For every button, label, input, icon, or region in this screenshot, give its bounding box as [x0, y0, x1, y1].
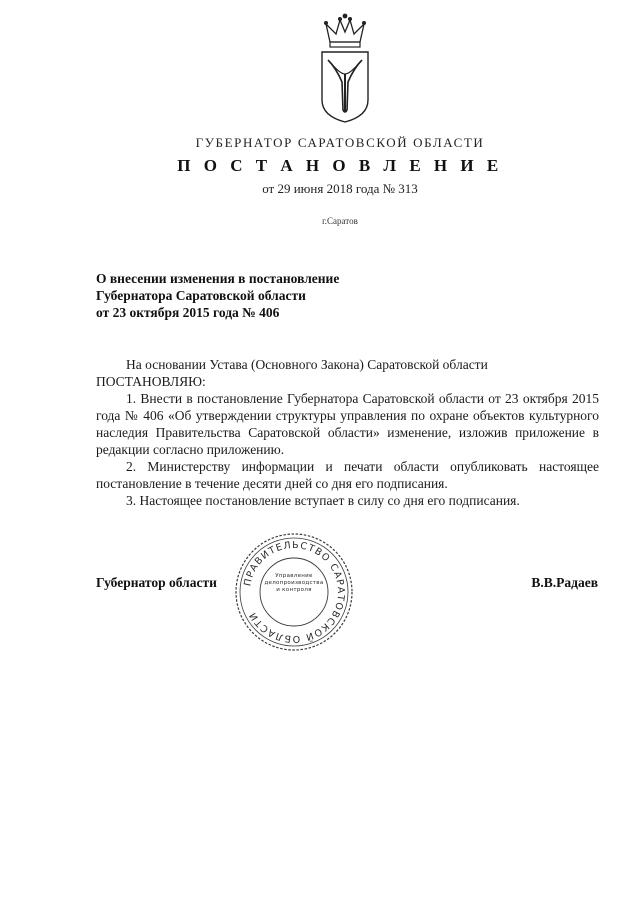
preamble-paragraph: На основании Устава (Основного Закона) Саратовской области — [126, 357, 488, 372]
seal-inner-line: Управление — [275, 573, 313, 579]
subject-line: О внесении изменения в постановление — [96, 271, 340, 286]
subject-line: от 23 октября 2015 года № 406 — [96, 305, 280, 320]
document-body — [96, 356, 599, 509]
body-item-2: 2. Министерству информации и печати области опубликовать настоящее постановление в течение десяти дней со дня его подписания. — [96, 459, 599, 491]
document-city: г.Саратов — [322, 216, 358, 226]
document-subject — [96, 270, 426, 321]
resolving-word: ПОСТАНОВЛЯЮ: — [96, 374, 206, 389]
saratov-coat-of-arms-icon — [316, 12, 374, 124]
seal-inner-line: делопроизводства — [264, 580, 324, 586]
body-item-3: 3. Настоящее постановление вступает в силу со дня его подписания. — [126, 493, 520, 508]
body-item-1: 1. Внести в постановление Губернатора Саратовской области от 23 октября 2015 года № 406 «Об утверждении структуры управления по охране объектов культурного наследия Правительства Саратовской области» изменение, изложив приложение в редакции согласно приложению. — [96, 391, 599, 457]
subject-line: Губернатора Саратовской области — [96, 288, 306, 303]
document-type-heading: П О С Т А Н О В Л Е Н И Е — [177, 156, 503, 175]
seal-inner-text — [262, 573, 326, 594]
document-date-number: от 29 июня 2018 года № 313 — [262, 181, 418, 196]
signatory-name: В.В.Радаев — [531, 575, 598, 590]
signatory-role: Губернатор области — [96, 575, 217, 590]
issuer-title: ГУБЕРНАТОР САРАТОВСКОЙ ОБЛАСТИ — [195, 135, 485, 150]
seal-ring-text: ПРАВИТЕЛЬСТВО САРАТОВСКОЙ ОБЛАСТИ — [242, 539, 347, 645]
seal-inner-line: и контроля — [276, 587, 312, 593]
